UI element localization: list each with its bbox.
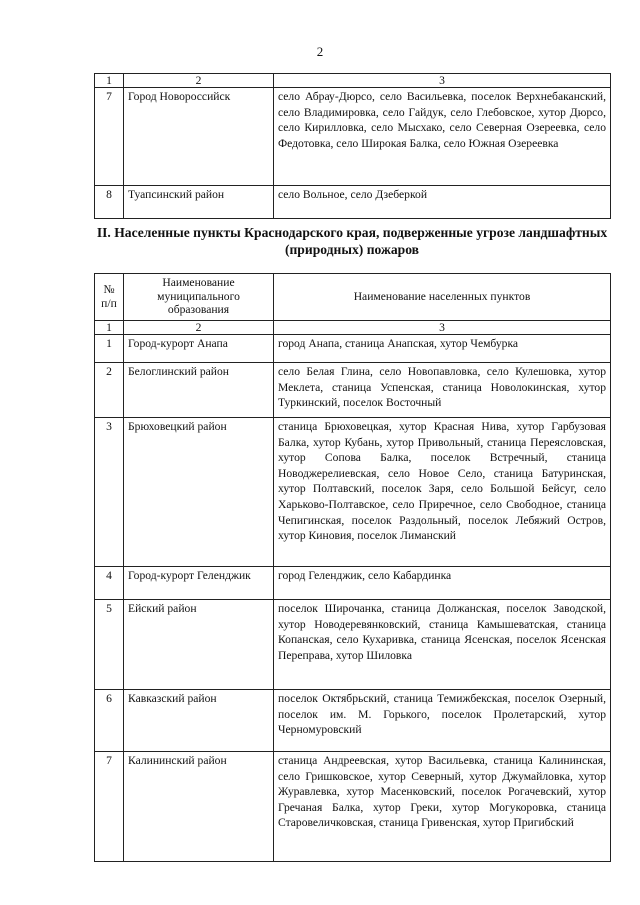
index-cell: 2 [124,74,274,88]
settlements-list: село Белая Глина, село Новопавловка, село Кулешовка, хутор Меклета, станица Успенская, станица Новолокинская, хутор Туркинский, поселок Восточный [274,363,611,418]
settlements-list: село Абрау-Дюрсо, село Васильевка, поселок Верхнебаканский, село Владимировка, село Гайдук, село Глебовское, хутор Дюрсо, село Кирилловка, село Мысхако, село Северная Озереевка, село Федотовка, село Широкая Балка, село Южная Озереевка [274,88,611,186]
settlements-table-continued [94,73,611,219]
row-number: 8 [95,186,124,219]
settlements-list: город Геленджик, село Кабардинка [274,567,611,600]
column-header-municipality: Наименование муниципального образования [124,274,274,321]
row-number: 4 [95,567,124,600]
table-index-row [95,74,611,88]
table-row [95,690,611,752]
settlements-list: село Вольное, село Дзеберкой [274,186,611,219]
fire-threat-settlements-table [94,273,611,862]
row-number: 3 [95,418,124,567]
municipality-name: Город Новороссийск [124,88,274,186]
row-number: 6 [95,690,124,752]
index-cell: 3 [274,74,611,88]
municipality-name: Туапсинский район [124,186,274,219]
section-title: II. Населенные пункты Краснодарского края, подверженные угрозе ландшафтных (природных) пожаров [96,225,608,257]
municipality-name: Город-курорт Геленджик [124,567,274,600]
column-header-number: № п/п [95,274,124,321]
table-row [95,335,611,363]
settlements-list: станица Брюховецкая, хутор Красная Нива, хутор Гарбузовая Балка, хутор Кубань, хутор Привольный, станица Переясловская, хутор Сопова Балка, поселок Встречный, станица Новоджерелиевская, село Новое Село, станица Батуринская, хутор Полтавский, поселок Заря, село Большой Бейсуг, село Харьково-Полтавское, село Приречное, село Свободное, станица Чепигинская, поселок Раздольный, поселок Лебяжий Остров, хутор Киновия, поселок Лиманский [274,418,611,567]
municipality-name: Город-курорт Анапа [124,335,274,363]
row-number: 2 [95,363,124,418]
row-number: 7 [95,752,124,862]
settlements-list: поселок Октябрьский, станица Темижбекская, поселок Озерный, поселок им. М. Горького, поселок Пролетарский, хутор Черномуровский [274,690,611,752]
settlements-list: станица Андреевская, хутор Васильевка, станица Калининская, село Гришковское, хутор Северный, хутор Джумайловка, хутор Журавлевка, хутор Масенковский, поселок Рогачевский, хутор Гречаная Балка, хутор Греки, хутор Могукоровка, станица Старовеличковская, станица Гривенская, хутор Пригибский [274,752,611,862]
table-row [95,567,611,600]
municipality-name: Кавказский район [124,690,274,752]
index-cell: 1 [95,321,124,335]
page-number: 2 [316,44,324,59]
table-row [95,752,611,862]
table-header-row [95,274,611,321]
table-row [95,363,611,418]
row-number: 1 [95,335,124,363]
municipality-name: Ейский район [124,600,274,690]
table-index-row [95,321,611,335]
index-cell: 3 [274,321,611,335]
table-row [95,418,611,567]
column-header-settlements: Наименование населенных пунктов [274,274,611,321]
table-row [95,88,611,186]
municipality-name: Брюховецкий район [124,418,274,567]
table-row [95,186,611,219]
index-cell: 2 [124,321,274,335]
settlements-list: поселок Широчанка, станица Должанская, поселок Заводской, хутор Новодеревянковский, станица Камышеватская, станица Копанская, село Кухаривка, станица Ясенская, поселок Ясенская Переправа, хутор Шиловка [274,600,611,690]
row-number: 5 [95,600,124,690]
municipality-name: Белоглинский район [124,363,274,418]
index-cell: 1 [95,74,124,88]
row-number: 7 [95,88,124,186]
settlements-list: город Анапа, станица Анапская, хутор Чембурка [274,335,611,363]
table-row [95,600,611,690]
municipality-name: Калининский район [124,752,274,862]
